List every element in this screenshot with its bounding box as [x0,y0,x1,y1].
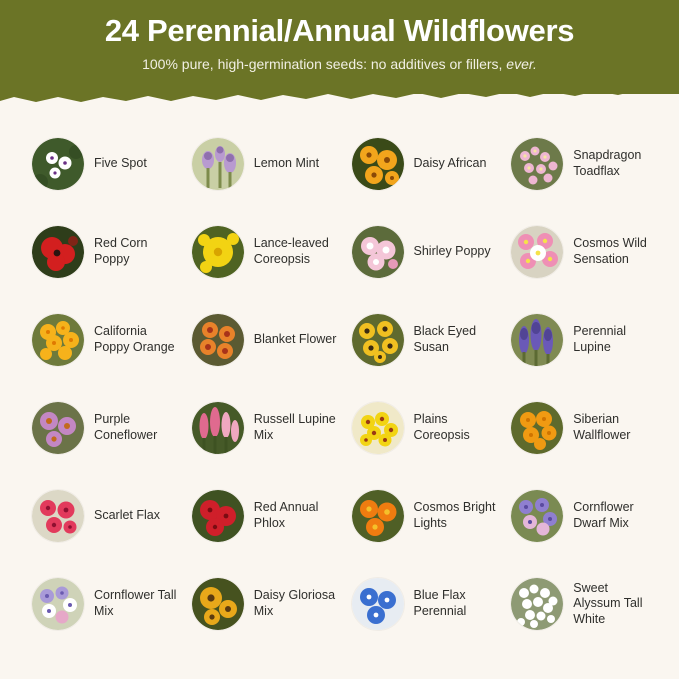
flower-item[interactable] [501,296,657,384]
flower-item[interactable] [182,472,338,560]
flower-label: Siberian Wallflower [573,412,631,442]
flower-label: Scarlet Flax [94,508,160,523]
flower-label: Lemon Mint [253,156,320,171]
flower-thumb-blue-flax-perennial [352,578,404,630]
flower-label: Cosmos Wild Sensation [573,236,647,266]
flower-label: California Poppy Orange [94,324,175,354]
flower-item[interactable] [182,384,338,472]
flower-thumb-russell-lupine-mix [192,402,244,454]
flower-label: Cornflower Dwarf Mix [573,500,634,530]
flower-label: Russell Lupine Mix [253,412,336,442]
flower-label: Perennial Lupine [573,324,627,354]
flower-label: Blanket Flower [253,332,337,347]
flower-thumb-red-corn-poppy [32,226,84,278]
page-subtitle [0,56,679,73]
flower-thumb-daisy-gloriosa-mix [192,578,244,630]
flower-thumb-snapdragon-toadflax [511,138,563,190]
flower-item[interactable] [22,384,178,472]
flower-thumb-plains-coreopsis [352,402,404,454]
page-title: 24 Perennial/Annual Wildflowers [104,13,575,48]
flower-thumb-cosmos-wild-sensation [511,226,563,278]
torn-paper-divider [0,84,679,106]
flower-label: Purple Coneflower [94,412,158,442]
flower-item[interactable] [342,296,498,384]
subtitle-main: 100% pure, high-germination seeds: no additives or fillers, [142,56,503,73]
flower-item[interactable] [22,208,178,296]
flower-thumb-perennial-lupine [511,314,563,366]
flower-item[interactable] [182,560,338,648]
flower-item[interactable] [342,560,498,648]
flower-label: Shirley Poppy [413,244,491,259]
flower-item[interactable] [22,472,178,560]
flower-item[interactable] [342,472,498,560]
flower-grid [0,120,679,648]
flower-thumb-five-spot [32,138,84,190]
flower-item[interactable] [182,120,338,208]
flower-thumb-siberian-wallflower [511,402,563,454]
flower-item[interactable] [501,472,657,560]
flower-thumb-red-annual-phlox [192,490,244,542]
flower-thumb-sweet-alyssum-tall-white [511,578,563,630]
flower-item[interactable] [342,120,498,208]
flower-item[interactable] [182,208,338,296]
flower-thumb-daisy-african [352,138,404,190]
flower-label: Daisy African [413,156,487,171]
flower-thumb-lance-leaved-coreopsis [192,226,244,278]
flower-label: Black Eyed Susan [413,324,477,354]
flower-label: Blue Flax Perennial [413,588,467,618]
flower-thumb-blanket-flower [192,314,244,366]
flower-thumb-shirley-poppy [352,226,404,278]
flower-label: Red Annual Phlox [253,500,319,530]
flower-item[interactable] [501,384,657,472]
flower-label: Sweet Alyssum Tall White [573,580,643,626]
flower-item[interactable] [182,296,338,384]
flower-item[interactable] [342,208,498,296]
flower-thumb-california-poppy-orange [32,314,84,366]
flower-thumb-cosmos-bright-lights [352,490,404,542]
flower-item[interactable] [501,208,657,296]
flower-item[interactable] [22,120,178,208]
flower-thumb-cornflower-tall-mix [32,578,84,630]
flower-label: Red Corn Poppy [94,236,148,266]
flower-item[interactable] [22,296,178,384]
flower-thumb-cornflower-dwarf-mix [511,490,563,542]
flower-thumb-black-eyed-susan [352,314,404,366]
flower-item[interactable] [501,120,657,208]
flower-label: Cornflower Tall Mix [94,588,177,618]
subtitle-emphasis: ever. [506,56,537,73]
flower-thumb-purple-coneflower [32,402,84,454]
flower-item[interactable] [342,384,498,472]
header-banner [0,0,679,94]
flower-thumb-scarlet-flax [32,490,84,542]
flower-label: Plains Coreopsis [413,412,470,442]
flower-label: Snapdragon Toadflax [573,148,642,178]
flower-label: Five Spot [94,156,147,171]
flower-label: Daisy Gloriosa Mix [253,588,336,618]
flower-label: Lance-leaved Coreopsis [253,236,329,266]
flower-thumb-lemon-mint [192,138,244,190]
flower-item[interactable] [22,560,178,648]
flower-item[interactable] [501,560,657,648]
flower-label: Cosmos Bright Lights [413,500,496,530]
